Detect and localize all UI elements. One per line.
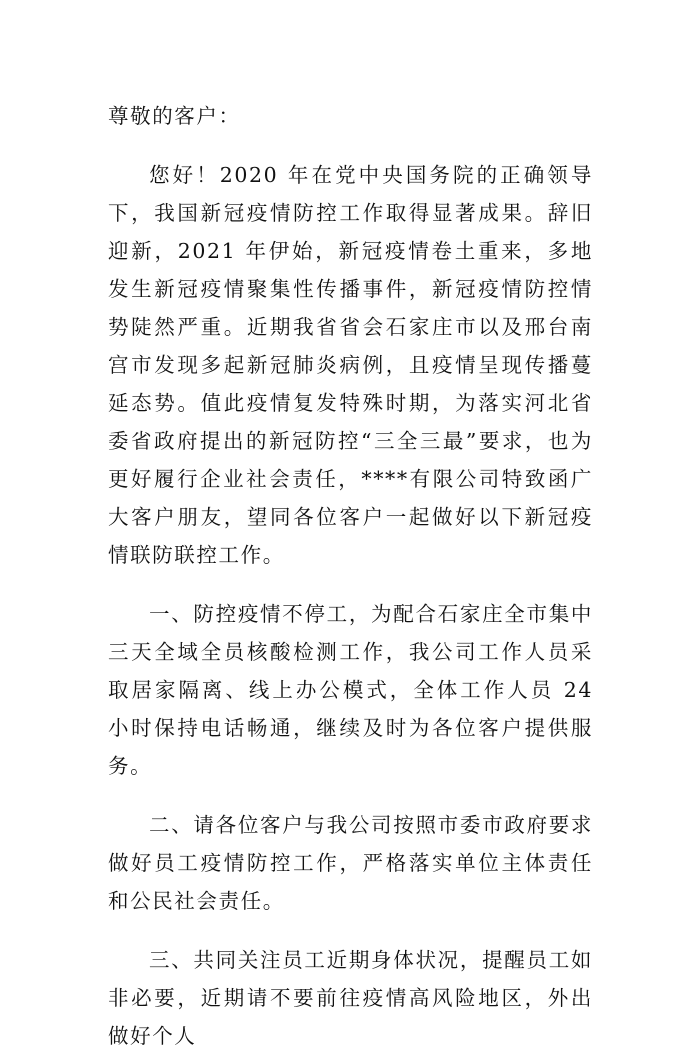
paragraph-item-2: 二、请各位客户与我公司按照市委市政府要求做好员工疫情防控工作，严格落实单位主体责任和公民社会责任。 [108,813,593,913]
letter-greeting: 尊敬的客户： [108,104,241,128]
paragraph-item-1: 一、防控疫情不停工，为配合石家庄全市集中三天全域全员核酸检测工作，我公司工作人员采取居家隔离、线上办公模式，全体工作人员 24 小时保持电话畅通，继续及时为各位客户提供服务。 [108,602,593,778]
paragraph-item-3: 三、共同关注员工近期身体状况，提醒员工如非必要，近期请不要前往疫情高风险地区，外出做好个人 [108,948,593,1048]
letter-body [108,97,593,1055]
paragraph-intro: 您好！2020 年在党中央国务院的正确领导下，我国新冠疫情防控工作取得显著成果。辞旧迎新，2021 年伊始，新冠疫情卷土重来，多地发生新冠疫情聚集性传播事件，新冠疫情防控情势陡然严重。近期我省省会石家庄市以及邢台南宫市发现多起新冠肺炎病例，且疫情呈现传播蔓延态势。值此疫情复发特殊时期，为落实河北省委省政府提出的新冠防控“三全三最”要求，也为更好履行企业社会责任，****有限公司特致函广大客户朋友，望同各位客户一起做好以下新冠疫情联防联控工作。 [108,163,593,567]
